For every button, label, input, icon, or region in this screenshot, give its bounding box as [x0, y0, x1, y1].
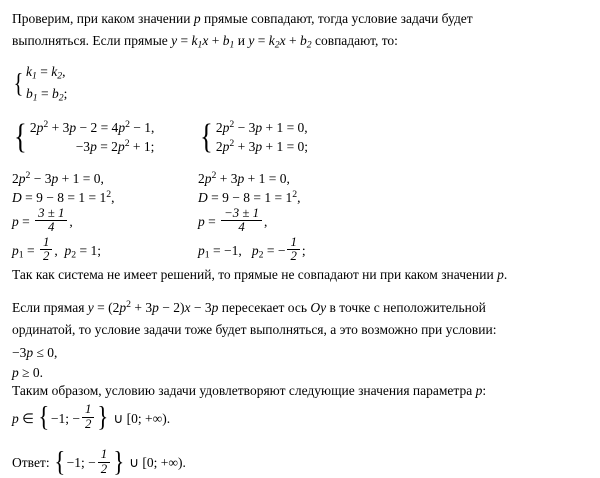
fraction-denominator: 2 [40, 249, 52, 263]
fraction-numerator: 1 [100, 447, 108, 462]
conclusion-paragraph-1 [12, 266, 588, 284]
fraction-denominator: 2 [287, 249, 299, 263]
fraction-numerator: 1 [290, 234, 297, 249]
brace-icon: { [13, 68, 24, 99]
para2-part1: Если прямая [12, 299, 88, 315]
answer-line [12, 449, 588, 478]
brace-icon: { [14, 117, 27, 157]
fraction-denominator: 2 [98, 462, 110, 476]
systems-pair [12, 118, 588, 157]
result-union: ∪ [0; +∞). [110, 410, 171, 426]
solution-right-line3: p = $\frac{-3 \pm 1}{4}$ , [198, 205, 268, 235]
equation-line-3: $y = (2p^2 + 3p - 2)x - 3p$ [87, 298, 219, 315]
intro-line2-part2: совпадают, то: [311, 33, 398, 49]
axis-label-oy: Oy [310, 299, 327, 315]
fraction-numerator: 1 [42, 234, 50, 249]
answer-label: Ответ: [12, 455, 50, 471]
system-right [198, 118, 308, 157]
intro-paragraph-line2 [12, 32, 588, 52]
equation-line-1: $y = k_1x + b_1$ [171, 33, 235, 51]
intro-line1-part2: прямые совпадают, тогда условие задачи будет [200, 11, 473, 26]
system-kb [12, 62, 588, 106]
paragraph-2-line2 [12, 321, 588, 339]
paragraph-3 [12, 382, 588, 400]
brace-icon: { [200, 117, 213, 157]
system-kb-row1: $k_1 = k_2$, [25, 64, 66, 82]
result-line: p ∈ {−1; − $\frac{1}{2}$ } ∪ [0; +∞). [12, 402, 171, 434]
solution-right-line4: $p_1 = -1$, $p_2$ = − $\frac{1}{2}$ ; [198, 234, 306, 264]
para3-part2: : [482, 383, 487, 399]
fraction-numerator: 1 [84, 402, 92, 417]
inequality-line-2: p ≥ 0. [12, 364, 44, 380]
solution-left-line1: $2p^2 - 3p + 1 = 0$, [12, 169, 104, 186]
system-left-row2: $-3p = 2p^2 + 1$; [75, 138, 155, 155]
solution-left-line3: p = $\frac{3 \pm 1}{4}$ , [12, 205, 73, 235]
conclusion1-variable-p: p [497, 266, 504, 282]
answer-union: ∪ [0; +∞). [125, 455, 186, 471]
para2-part3: в точке с неположительной [326, 299, 486, 315]
set-brace-close-icon: } [97, 402, 109, 434]
set-brace-open-icon: { [54, 447, 66, 478]
fraction-denominator: 4 [35, 220, 67, 234]
solution-left-line4: $p_1$ = $\frac{1}{2}$ , $p_2 = 1$; [12, 234, 101, 264]
para3-variable-p: p [475, 383, 483, 399]
para2-part2: пересекает ось [218, 299, 311, 315]
equation-line-2: $y = k_2x + b_2$ [248, 33, 312, 51]
inequality-line-1: −3p ≤ 0, [12, 345, 58, 361]
solution-left-column [12, 169, 198, 266]
solution-right-line1: $2p^2 + 3p + 1 = 0$, [198, 169, 290, 186]
fraction-numerator: −3 ± 1 [224, 205, 260, 220]
system-right-row2: $2p^2 + 3p + 1 = 0$; [215, 138, 309, 155]
solution-right-column [198, 169, 306, 266]
para2-line2: ординатой, то условие задачи тоже будет выполняться, а это возможно при условии: [12, 321, 497, 337]
system-left-row1: $2p^2 + 3p - 2 = 4p^2 - 1$, [29, 118, 155, 135]
intro-variable-p: p [193, 11, 201, 26]
conclusion1-part1: Так как система не имеет решений, то прямые не совпадают ни при каком значении [12, 266, 498, 282]
intro-line2-mid: и [234, 33, 249, 49]
solutions-columns [12, 169, 588, 266]
conclusion1-part2: . [503, 266, 508, 282]
intro-line2-part1: выполняться. Если прямые [12, 33, 172, 49]
set-brace-close-icon: } [113, 447, 125, 478]
solution-right-line2: $D = 9 - 8 = 1 = 1^2$, [198, 189, 301, 206]
system-right-row1: $2p^2 - 3p + 1 = 0$, [215, 118, 308, 135]
fraction-denominator: 4 [221, 220, 262, 234]
intro-paragraph [12, 10, 588, 28]
fraction-denominator: 2 [82, 417, 94, 431]
system-kb-row2: $b_1 = b_2$; [25, 85, 68, 104]
system-left [12, 118, 198, 157]
set-brace-open-icon: { [38, 402, 50, 434]
answer-item: −1; − [66, 455, 96, 471]
fraction-numerator: 3 ± 1 [38, 205, 65, 220]
solution-left-line2: $D = 9 - 8 = 1 = 1^2$, [12, 189, 115, 206]
intro-line1-part1: Проверим, при каком значении [12, 11, 194, 26]
result-item: −1; − [50, 410, 80, 426]
para3-part1: Таким образом, условию задачи удовлетворяют следующие значения параметра [12, 383, 476, 399]
paragraph-2-line1 [12, 298, 588, 317]
